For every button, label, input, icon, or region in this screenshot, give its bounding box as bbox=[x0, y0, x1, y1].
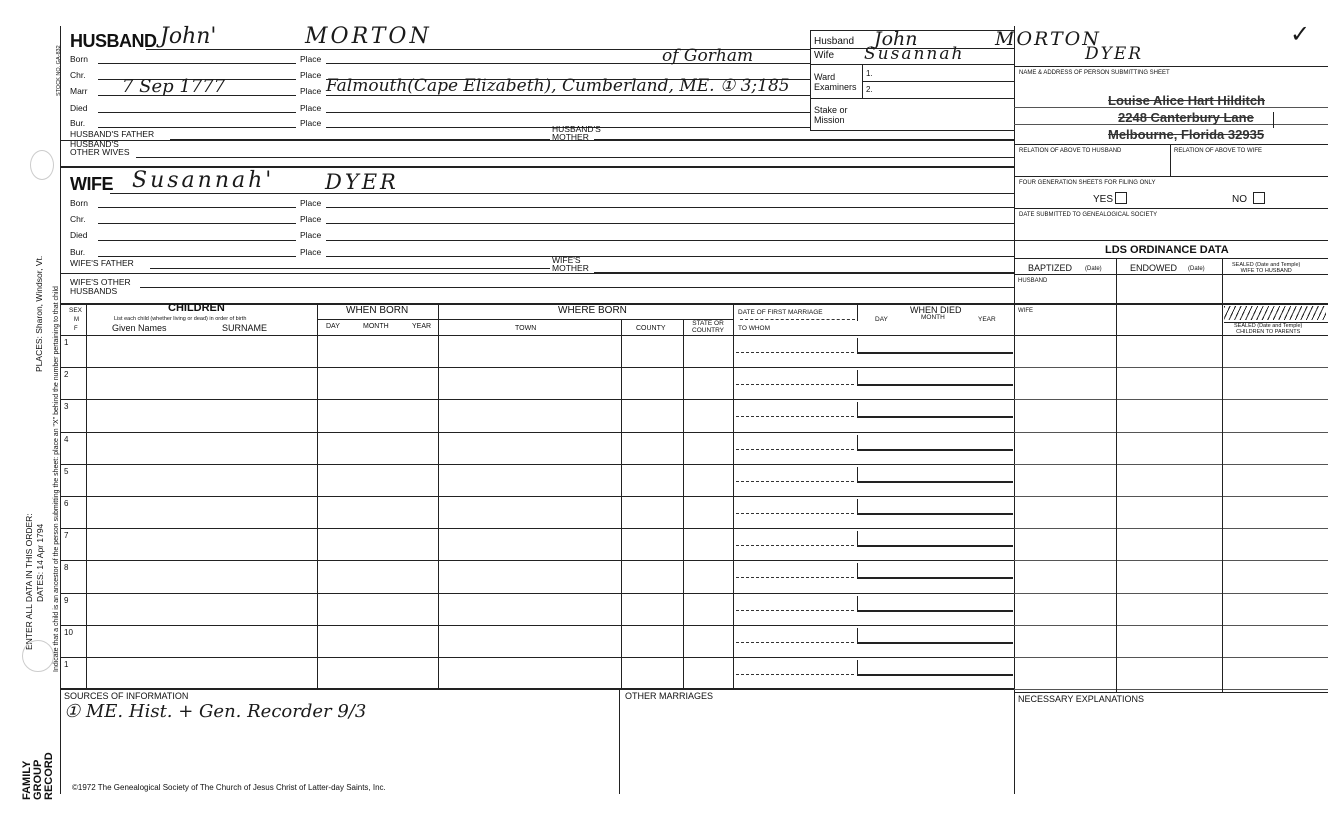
child-row-number: 9 bbox=[64, 595, 69, 605]
husband-marr-place-label: Place bbox=[300, 86, 322, 96]
wife-surname: DYER bbox=[325, 170, 399, 194]
child-row-number: 7 bbox=[64, 531, 69, 541]
enter-all-data-label: ENTER ALL DATA IN THIS ORDER: bbox=[24, 513, 34, 650]
husband-bur-place-label: Place bbox=[300, 118, 322, 128]
town-header: TOWN bbox=[515, 325, 537, 332]
husband-died-place-label: Place bbox=[300, 103, 322, 113]
when-died-field[interactable] bbox=[857, 370, 1013, 386]
wife-given-name: Susannah' bbox=[132, 168, 275, 193]
wife-chr-label: Chr. bbox=[70, 214, 86, 224]
endowed-header: ENDOWED bbox=[1130, 263, 1177, 273]
when-died-field[interactable] bbox=[857, 563, 1013, 579]
rp-wife-label: Wife bbox=[814, 50, 834, 61]
wifes-other-husbands-label: WIFE'S OTHER HUSBANDS bbox=[70, 277, 131, 296]
rp-husband-given: John bbox=[874, 28, 918, 50]
child-row-number: 1 bbox=[64, 338, 69, 347]
lds-husband-row: HUSBAND bbox=[1018, 278, 1048, 284]
yes-checkbox[interactable] bbox=[1115, 192, 1127, 204]
necessary-explanations-header: NECESSARY EXPLANATIONS bbox=[1018, 694, 1145, 704]
wife-born-place-label: Place bbox=[300, 198, 322, 208]
first-marriage-header: DATE OF FIRST MARRIAGE bbox=[738, 309, 823, 316]
submitter-street: 2248 Canterbury Lane bbox=[1118, 110, 1254, 125]
other-marriages-header: OTHER MARRIAGES bbox=[625, 691, 714, 701]
when-born-header: WHEN BORN bbox=[346, 305, 409, 316]
sources-header: SOURCES OF INFORMATION bbox=[64, 691, 189, 701]
wife-bur-place-label: Place bbox=[300, 247, 322, 257]
wife-born-label: Born bbox=[70, 198, 88, 208]
no-label: NO bbox=[1232, 194, 1247, 205]
husband-surname: MORTON bbox=[305, 24, 432, 49]
given-names-header: Given Names bbox=[112, 323, 167, 333]
marriage-place: Falmouth(Cape Elizabeth), Cumberland, ME. ① 3;185 bbox=[326, 76, 790, 96]
children-header: CHILDREN bbox=[168, 302, 225, 314]
when-died-field[interactable] bbox=[857, 435, 1013, 451]
husband-chr-place-label: Place bbox=[300, 70, 322, 80]
child-row-number: 2 bbox=[64, 370, 69, 380]
check-mark: ✓ bbox=[1290, 20, 1311, 48]
baptized-date-note: (Date) bbox=[1085, 266, 1102, 272]
rp-wife-given: Susannah bbox=[864, 44, 965, 64]
husbands-other-wives-label: HUSBAND'S OTHER WIVES bbox=[70, 139, 130, 157]
state-country-header: STATE OR COUNTRY bbox=[692, 320, 725, 334]
wife-chr-place-label: Place bbox=[300, 214, 322, 224]
husband-died-label: Died bbox=[70, 103, 88, 113]
surname-header: SURNAME bbox=[222, 323, 268, 333]
submitter-name: Louise Alice Hart Hilditch bbox=[1108, 93, 1265, 108]
four-gen-label: FOUR GENERATION SHEETS FOR FILING ONLY bbox=[1019, 180, 1156, 186]
baptized-header: BAPTIZED bbox=[1028, 263, 1073, 273]
born-year-header: YEAR bbox=[412, 323, 432, 330]
rp-husband-label: Husband bbox=[814, 36, 855, 47]
child-row-number: 6 bbox=[64, 499, 69, 508]
places-margin-note: PLACES: Sharon, Windsor, Vt. bbox=[34, 255, 44, 372]
submitter-label: NAME & ADDRESS OF PERSON SUBMITTING SHEET bbox=[1019, 70, 1170, 76]
when-died-field[interactable] bbox=[857, 531, 1013, 547]
of-gorham-note: of Gorham bbox=[662, 46, 754, 66]
to-whom-header: TO WHOM bbox=[738, 325, 771, 332]
lds-wife-row: WIFE bbox=[1018, 308, 1033, 314]
wife-heading: WIFE bbox=[70, 174, 113, 194]
ward-label: Ward bbox=[814, 72, 836, 82]
born-month-header: MONTH bbox=[363, 323, 389, 330]
sealed-hatched-area bbox=[1224, 306, 1326, 320]
wife-died-place-label: Place bbox=[300, 230, 322, 240]
examiner-2: 2. bbox=[866, 85, 873, 94]
when-died-field[interactable] bbox=[857, 467, 1013, 483]
husband-heading: HUSBAND bbox=[70, 31, 157, 51]
examiners-label: Examiners bbox=[814, 82, 857, 92]
husbands-mother-label: HUSBAND'S MOTHER bbox=[552, 124, 601, 142]
yes-label: YES bbox=[1093, 194, 1114, 205]
examiner-1: 1. bbox=[866, 69, 873, 78]
when-died-field[interactable] bbox=[857, 660, 1013, 676]
no-checkbox[interactable] bbox=[1253, 192, 1265, 204]
died-month-header: MONTH bbox=[921, 314, 945, 321]
child-row-number: 1 bbox=[64, 660, 69, 669]
rp-husband-surname: MORTON bbox=[995, 28, 1101, 50]
wife-died-label: Died bbox=[70, 230, 88, 240]
wife-bur-label: Bur. bbox=[70, 247, 86, 257]
when-died-field[interactable] bbox=[857, 596, 1013, 612]
child-row-number: 8 bbox=[64, 563, 69, 573]
child-row-number: 10 bbox=[64, 627, 73, 637]
husband-marr-label: Marr bbox=[70, 86, 88, 96]
husband-born-label: Born bbox=[70, 54, 88, 64]
punch-hole-top bbox=[30, 150, 54, 180]
punch-hole-bottom bbox=[22, 640, 54, 672]
husband-chr-label: Chr. bbox=[70, 70, 86, 80]
marriage-date: 7 Sep 1777 bbox=[122, 76, 226, 97]
wifes-father-label: WIFE'S FATHER bbox=[70, 258, 134, 268]
husband-bur-label: Bur. bbox=[70, 118, 86, 128]
lds-ordinance-title: LDS ORDINANCE DATA bbox=[1105, 244, 1229, 256]
relation-husband-label: RELATION OF ABOVE TO HUSBAND bbox=[1019, 148, 1122, 154]
when-died-field[interactable] bbox=[857, 338, 1013, 354]
husband-born-place-label: Place bbox=[300, 54, 322, 64]
endowed-date-note: (Date) bbox=[1188, 266, 1205, 272]
ancestor-instruction: Indicate that a child is an ancestor of the person submitting the sheet: place an "X" behind the number pertaining to that child bbox=[53, 286, 60, 672]
stake-mission-label: Stake or Mission bbox=[814, 105, 848, 125]
child-row-number: 5 bbox=[64, 466, 69, 476]
sex-f-header: F bbox=[74, 326, 78, 332]
dates-margin-note: DATES: 14 Apr 1794 bbox=[35, 523, 45, 602]
sealed-children-header: SEALED (Date and Temple) CHILDREN TO PARENTS bbox=[1234, 323, 1303, 335]
source-entry: ① ME. Hist. + Gen. Recorder 9/3 bbox=[64, 701, 367, 722]
wifes-mother-label: WIFE'S MOTHER bbox=[552, 255, 589, 273]
when-died-field[interactable] bbox=[857, 499, 1013, 515]
sex-m-header: M bbox=[74, 317, 79, 323]
rp-wife-surname: DYER bbox=[1085, 44, 1144, 64]
sex-header: SEX bbox=[69, 307, 83, 314]
county-header: COUNTY bbox=[636, 325, 666, 332]
date-submitted-label: DATE SUBMITTED TO GENEALOGICAL SOCIETY bbox=[1019, 212, 1158, 218]
husbands-father-label: HUSBAND'S FATHER bbox=[70, 129, 155, 139]
stock-number: STOCK NO. GA-832 bbox=[56, 45, 62, 96]
children-subheader: List each child (whether living or dead) in order of birth bbox=[114, 316, 247, 322]
submitter-city: Melbourne, Florida 32935 bbox=[1108, 127, 1265, 142]
when-died-header: WHEN DIED bbox=[910, 305, 962, 315]
born-day-header: DAY bbox=[326, 323, 340, 330]
child-row-number: 3 bbox=[64, 402, 69, 412]
when-died-field[interactable] bbox=[857, 628, 1013, 644]
died-year-header: YEAR bbox=[978, 316, 996, 323]
died-day-header: DAY bbox=[875, 316, 888, 323]
husband-given-name: John' bbox=[160, 24, 217, 49]
where-born-header: WHERE BORN bbox=[558, 305, 627, 316]
when-died-field[interactable] bbox=[857, 402, 1013, 418]
relation-wife-label: RELATION OF ABOVE TO WIFE bbox=[1174, 148, 1263, 154]
copyright-notice: ©1972 The Genealogical Society of The Church of Jesus Christ of Latter-day Saints, Inc. bbox=[72, 783, 386, 792]
child-row-number: 4 bbox=[64, 434, 69, 444]
family-group-record-label: FAMILY GROUP RECORD bbox=[21, 752, 55, 800]
sealed-wife-header: SEALED (Date and Temple) WIFE TO HUSBAND bbox=[1232, 262, 1301, 274]
